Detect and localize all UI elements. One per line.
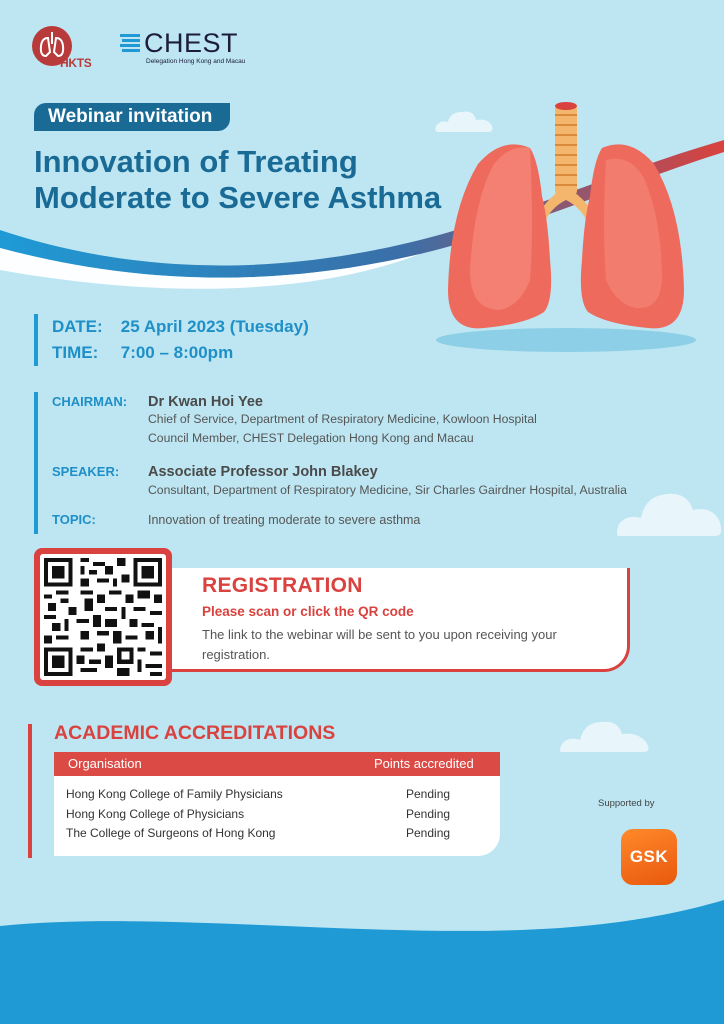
chest-stripes-icon bbox=[120, 34, 142, 52]
accreditations-table bbox=[54, 752, 500, 856]
qr-code-frame[interactable] bbox=[34, 548, 172, 686]
title-line-1: Innovation of Treating bbox=[34, 144, 358, 179]
hkts-text: HKTS bbox=[60, 56, 92, 70]
column-points: Points accredited bbox=[374, 756, 474, 771]
time-value: 7:00 – 8:00pm bbox=[120, 343, 234, 362]
title-line-2: Moderate to Severe Asthma bbox=[34, 180, 442, 215]
chest-wordmark: CHEST bbox=[144, 28, 239, 58]
time-label: TIME: bbox=[52, 343, 99, 362]
page-title bbox=[34, 144, 474, 216]
supported-by-label: Supported by bbox=[598, 798, 655, 809]
date-value: 25 April 2023 (Tuesday) bbox=[120, 317, 309, 336]
footer-wave bbox=[0, 870, 724, 1024]
date-time-block bbox=[34, 314, 309, 366]
chairman-role-1: Chief of Service, Department of Respiratory Medicine, Kowloon Hospital bbox=[148, 412, 537, 426]
lungs-illustration bbox=[430, 100, 710, 360]
date-label: DATE: bbox=[52, 317, 103, 336]
speaker-row bbox=[52, 464, 702, 504]
row-organisation: Hong Kong College of Physicians bbox=[66, 807, 245, 821]
chest-subtitle: Delegation Hong Kong and Macau bbox=[146, 58, 246, 65]
table-row bbox=[54, 787, 500, 807]
qr-code[interactable] bbox=[40, 554, 166, 680]
registration-body: The link to the webinar will be sent to you upon receiving your registration. bbox=[202, 627, 557, 662]
date-row bbox=[52, 314, 309, 340]
chairman-label: CHAIRMAN: bbox=[52, 394, 128, 409]
row-points: Pending bbox=[406, 807, 451, 821]
hkts-logo bbox=[32, 26, 102, 74]
row-organisation: The College of Surgeons of Hong Kong bbox=[66, 826, 276, 840]
table-row bbox=[54, 807, 500, 827]
row-organisation: Hong Kong College of Family Physicians bbox=[66, 787, 283, 801]
chairman-role-2: Council Member, CHEST Delegation Hong Kong and Macau bbox=[148, 431, 474, 445]
chairman-row bbox=[52, 394, 702, 450]
time-row bbox=[52, 340, 309, 366]
cloud-icon bbox=[558, 712, 654, 756]
speaker-role: Consultant, Department of Respiratory Medicine, Sir Charles Gairdner Hospital, Australia bbox=[148, 483, 627, 497]
topic-row bbox=[52, 512, 702, 532]
row-points: Pending bbox=[406, 826, 451, 840]
qr-code-icon[interactable] bbox=[44, 558, 162, 676]
chest-logo bbox=[120, 28, 250, 68]
registration-link[interactable]: Please scan or click the QR code bbox=[202, 604, 414, 619]
topic-label: TOPIC: bbox=[52, 512, 96, 527]
accent-bar bbox=[34, 392, 38, 534]
column-organisation: Organisation bbox=[68, 756, 142, 771]
topic-value: Innovation of treating moderate to severe asthma bbox=[148, 513, 421, 527]
gsk-logo: GSK bbox=[621, 829, 677, 885]
speaker-name: Associate Professor John Blakey bbox=[148, 464, 378, 480]
table-header bbox=[54, 752, 500, 776]
accent-bar-red bbox=[28, 724, 32, 858]
speaker-label: SPEAKER: bbox=[52, 464, 120, 479]
row-points: Pending bbox=[406, 787, 451, 801]
table-row bbox=[54, 826, 500, 846]
registration-title: REGISTRATION bbox=[202, 574, 363, 597]
accreditations-title: ACADEMIC ACCREDITATIONS bbox=[54, 722, 336, 744]
webinar-tag: Webinar invitation bbox=[34, 103, 230, 131]
chairman-name: Dr Kwan Hoi Yee bbox=[148, 394, 263, 410]
